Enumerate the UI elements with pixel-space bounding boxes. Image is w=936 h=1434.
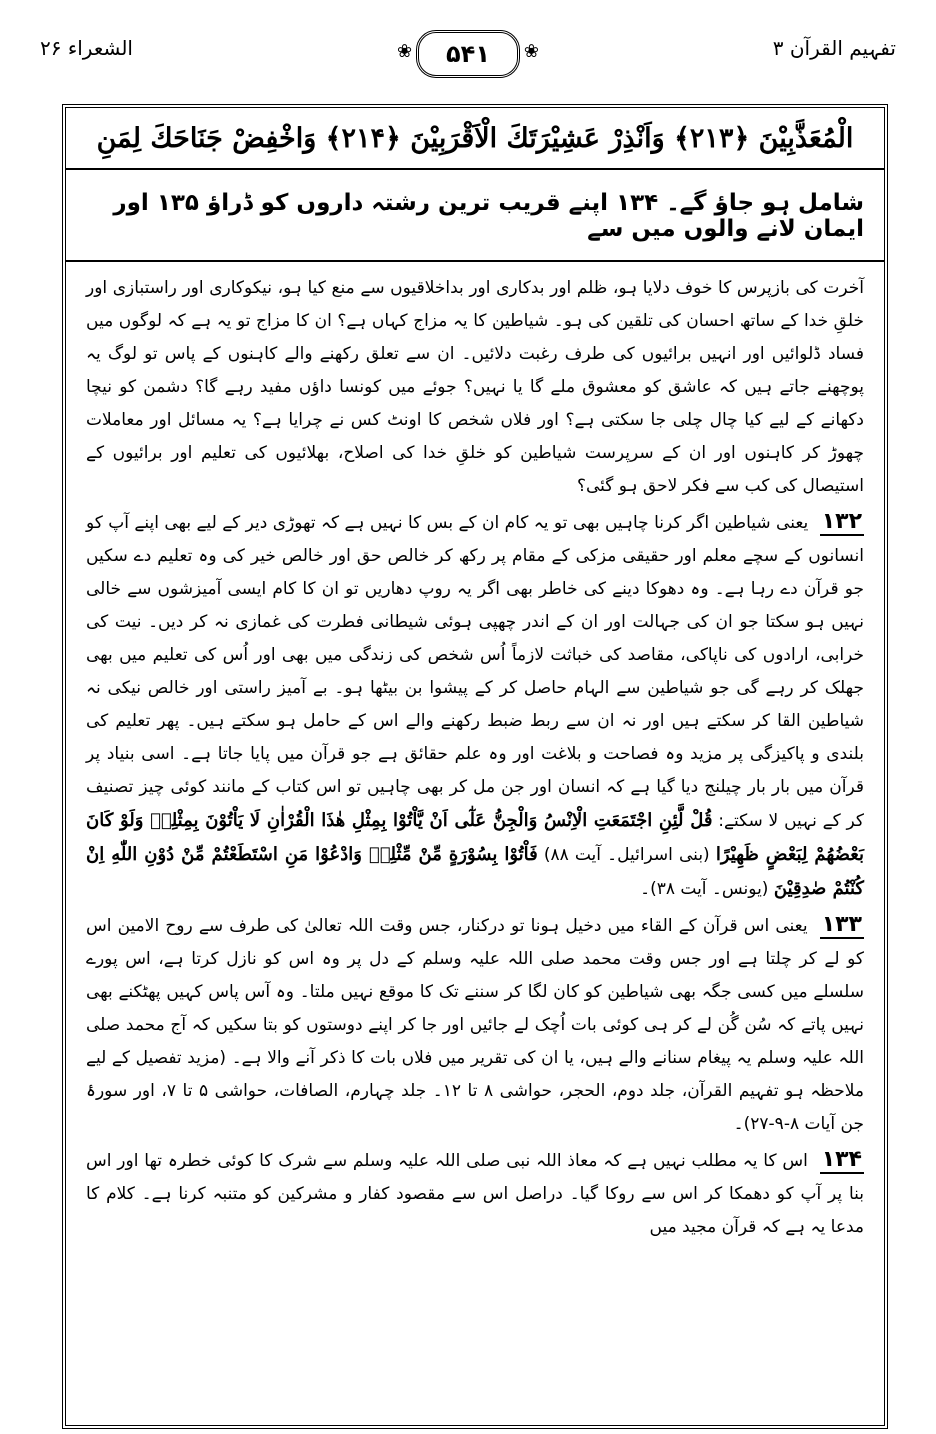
surah-section: الشعراء ۲۶ — [40, 36, 133, 60]
page-header — [40, 30, 896, 80]
commentary-paragraph — [86, 505, 864, 906]
paragraph-text: یعنی شیاطین اگر کرنا چاہیں بھی تو یہ کام ان کے بس کا نہیں ہے کہ تھوڑی دیر کے لیے بھی اپنے آپ کو انسانوں کے سچے معلم اور حقیقی مزکی کے مقام پر رکھ کر خالص حق اور خالص خیر کی وہ تعلیم دے سکیں جو قرآن دے رہا ہے۔ وہ دھوکا دینے کی خاطر بھی اگر یہ روپ دھاریں تو ان کا کام ایسی آمیزشوں سے خالی نہیں ہو سکتا جو ان کی جہالت اور ان کے اندر چھپی ہوئی شیطانی فطرت کی غمازی نہ کر دیں۔ نیت کی خرابی، ارادوں کی ناپاکی، مقاصد کی خباثت لازماً اُس شخص کی زندگی میں بھی اور اُس کی تعلیم میں بھی جھلک کر رہے گی جو شیاطین سے الہام حاصل کر کے پیشوا بن بیٹھا ہو۔ بے آمیز راستی اور خالص نیکی نہ شیاطین القا کر سکتے ہیں اور نہ ان سے ربط ضبط رکھنے والے اس کے حامل ہو سکتے ہیں۔ پھر تعلیم کی بلندی و پاکیزگی پر مزید وہ فصاحت و بلاغت اور وہ علم حقائق ہے جو قرآن میں پایا جاتا ہے۔ اسی بنیاد پر قرآن میں بار بار چیلنج دیا گیا ہے کہ انسان اور جن مل کر بھی چاہیں تو اس کتاب کے مانند کوئی چیز تصنیف کر کے نہیں لا سکتے: — [86, 513, 864, 831]
commentary-paragraph — [86, 272, 864, 503]
book-title: تفہیم القرآن ۳ — [772, 36, 896, 60]
paragraph-text: اس کا یہ مطلب نہیں ہے کہ معاذ اللہ نبی صلی اللہ علیہ وسلم سے شرک کا کوئی خطرہ تھا اور اس بنا پر آپ کو دھمکا کر اس سے روکا گیا۔ دراصل اس سے مقصود کفار و مشرکین کو متنبہ کرنا ہے۔ کلام کا مدعا یہ ہے کہ قرآن مجید میں — [86, 1151, 864, 1237]
arabic-verse: الْمُعَذَّبِيْنَ ﴿۲۱۳﴾ وَاَنْذِرْ عَشِيْرَتَكَ الْاَقْرَبِيْنَ ﴿۲۱۴﴾ وَاخْفِضْ جَنَاحَكَ لِمَنِ — [66, 108, 884, 170]
footnote-number: ۱۳۳ — [821, 912, 862, 937]
quran-quote: فَاْتُوْا بِسُوْرَةٍ مِّنْ مِّثْلِهٖ وَادْعُوْا مَنِ اسْتَطَعْتُمْ مِّنْ دُوْنِ اللّٰهِ اِنْ كُنْتُمْ صٰدِقِيْنَ — [86, 844, 864, 899]
quote-reference: (بنی اسرائیل۔ آیت ۸۸) — [543, 845, 710, 865]
quran-quote: قُلْ لَّئِنِ اجْتَمَعَتِ الْاِنْسُ وَالْجِنُّ عَلٰٓى اَنْ يَّاْتُوْا بِمِثْلِ هٰذَا الْقُرْاٰنِ لَا يَاْتُوْنَ بِمِثْلِهٖ وَلَوْ كَانَ بَعْضُهُمْ لِبَعْضٍ ظَهِيْرًا — [86, 810, 864, 865]
content-frame — [62, 104, 888, 1429]
paragraph-text: یعنی اس قرآن کے القاء میں دخیل ہونا تو درکنار، جس وقت اللہ تعالیٰ کی طرف سے روح الامین اس کو لے کر چلتا ہے اور جس وقت محمد صلی اللہ علیہ وسلم کے دل پر وہ اس کو نازل کرتا ہے، اس پورے سلسلے میں کسی جگہ بھی شیاطین کو کان لگا کر سننے تک کا موقع نہیں ملتا۔ وہ آس پاس کہیں پھٹکنے بھی نہیں پاتے کہ سُن گُن لے کر ہی کوئی بات اُچک لے جائیں اور جا کر اپنے دوستوں کو بتا سکیں کہ آج محمد صلی اللہ علیہ وسلم یہ پیغام سنانے والے ہیں، یا ان کی تقریر میں فلاں بات کا ذکر آنے والا ہے۔ (مزید تفصیل کے لیے ملاحظہ ہو تفہیم القرآن، جلد دوم، الحجر، حواشی ۸ تا ۱۲۔ جلد چہارم، الصافات، حواشی ۵ تا ۷، اور سورۂ جن آیات ۸-۹-۲۷)۔ — [86, 916, 865, 1134]
footnote-number: ۱۳۲ — [821, 509, 863, 534]
commentary — [66, 264, 884, 1425]
page-number: ❀ ۵۴۱ ❀ — [416, 30, 520, 78]
footnote-number: ۱۳۴ — [821, 1147, 862, 1172]
commentary-paragraph — [86, 1143, 864, 1244]
commentary-paragraph — [86, 908, 864, 1141]
translation-line: شامل ہو جاؤ گے۔ ۱۳۴ اپنے قریب ترین رشتہ داروں کو ڈراؤ ۱۳۵ اور ایمان لانے والوں میں سے — [66, 170, 884, 262]
paragraph-text: آخرت کی بازپرس کا خوف دلایا ہو، ظلم اور بدکاری اور بداخلاقیوں سے منع کیا ہو، نیکوکاری اور راستبازی اور خلقِ خدا کے ساتھ احسان کی تلقین کی ہو۔ شیاطین کا یہ مزاج کہاں ہے؟ ان کا مزاج تو یہ ہے کہ لوگوں میں فساد ڈلوائیں اور انہیں برائیوں کی طرف رغبت دلائیں۔ ان سے تعلق رکھنے والے کاہنوں کے پاس تو لوگ یہ پوچھنے جاتے ہیں کہ عاشق کو معشوق ملے گا یا نہیں؟ جوئے میں کونسا داؤں مفید رہے گا؟ دشمن کو نیچا دکھانے کے لیے کیا چال چلی جا سکتی ہے؟ اور فلاں شخص کا اونٹ کس نے چرایا ہے؟ یہ مسائل اور معاملات چھوڑ کر کاہنوں اور ان کے سرپرست شیاطین کو خلقِ خدا کی اصلاح، بھلائیوں کی تعلیم اور برائیوں کے استیصال کی کب سے فکر لاحق ہو گئی؟ — [86, 278, 864, 496]
quote-reference: (یونس۔ آیت ۳۸)۔ — [640, 879, 769, 899]
